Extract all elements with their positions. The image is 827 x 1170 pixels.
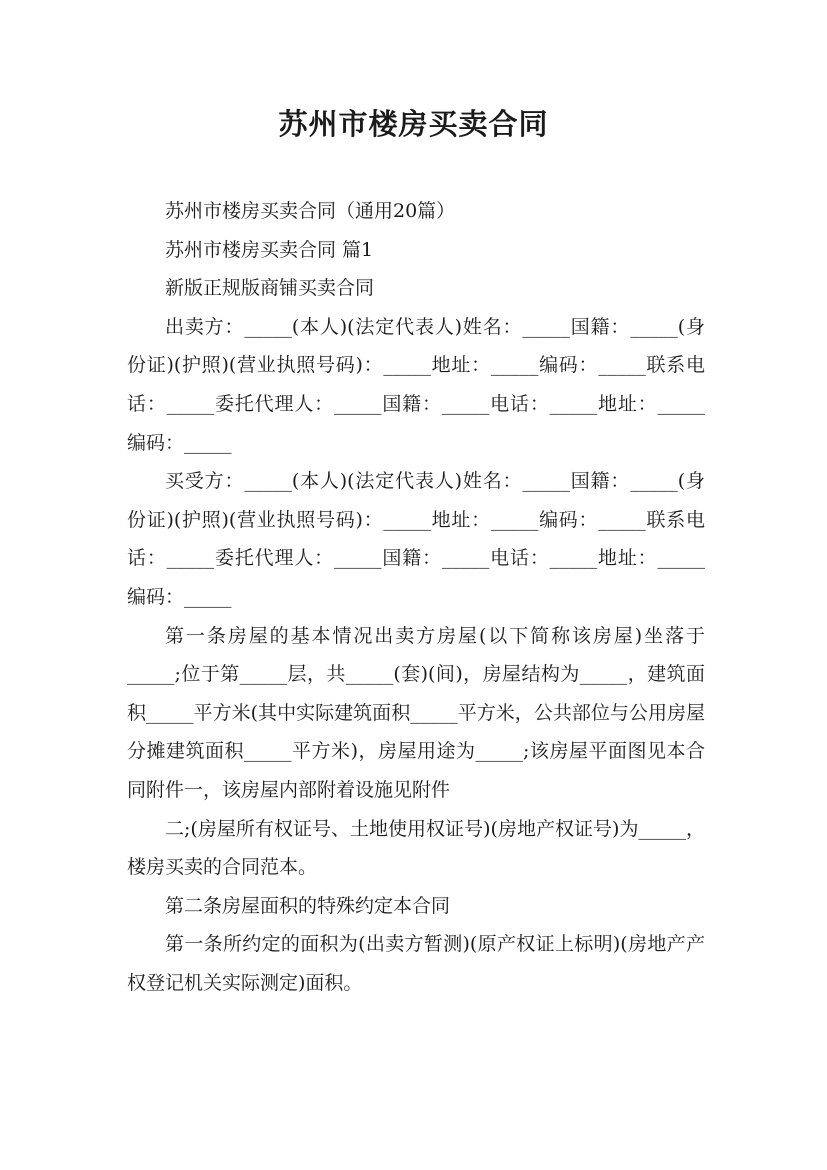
- paragraph: 苏州市楼房买卖合同（通用20篇）: [165, 200, 456, 222]
- paragraph: 第一条房屋的基本情况出卖方房屋(以下简称该房屋)坐落于_____;位于第_____层，共_____(套)(间)，房屋结构为_____，建筑面积_____平方米(其中实际建筑面积_____平方米，公共部位与公用房屋分摊建筑面积_____平方米)，房屋用途为_____;该房屋平面图见本合同附件一，该房屋内部附着设施见附件: [127, 624, 705, 801]
- paragraph: 二;(房屋所有权证号、土地使用权证号)(房地产权证号)为_____，楼房买卖的合同范本。: [127, 817, 705, 879]
- document-body: [127, 192, 705, 1002]
- paragraph: 出卖方：_____(本人)(法定代表人)姓名：_____国籍：_____(身份证)(护照)(营业执照号码)：_____地址：_____编码：_____联系电话：_____委托代理人：_____国籍：_____电话：_____地址：_____编码：_____: [127, 315, 705, 454]
- paragraph: 买受方：_____(本人)(法定代表人)姓名：_____国籍：_____(身份证)(护照)(营业执照号码)：_____地址：_____编码：_____联系电话：_____委托代理人：_____国籍：_____电话：_____地址：_____编码：_____: [127, 470, 705, 608]
- paragraph: 第一条所约定的面积为(出卖方暂测)(原产权证上标明)(房地产产权登记机关实际测定)面积。: [127, 933, 705, 994]
- document-title: 苏州市楼房买卖合同: [278, 107, 549, 141]
- paragraph: 新版正规版商铺买卖合同: [165, 277, 375, 300]
- paragraph: 苏州市楼房买卖合同 篇1: [165, 238, 374, 261]
- paragraph: 第二条房屋面积的特殊约定本合同: [165, 894, 451, 917]
